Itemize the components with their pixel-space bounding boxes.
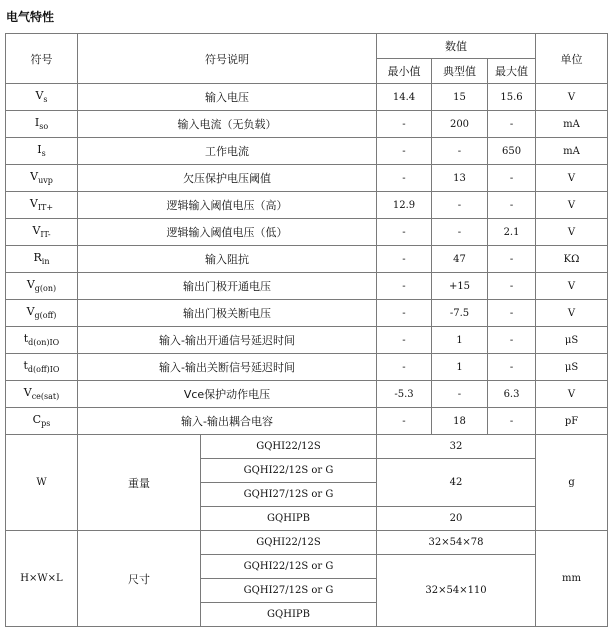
size-symbol: H×W×L bbox=[6, 531, 78, 627]
header-typ: 典型值 bbox=[432, 59, 488, 84]
size-model: GQHI22/12S or G bbox=[201, 555, 377, 579]
parameter-max: - bbox=[488, 246, 536, 273]
parameter-row bbox=[6, 165, 608, 192]
weight-model: GQHI22/12S or G bbox=[201, 459, 377, 483]
parameter-row bbox=[6, 354, 608, 381]
parameter-min: - bbox=[377, 165, 432, 192]
parameter-row bbox=[6, 219, 608, 246]
parameter-unit: KΩ bbox=[536, 246, 608, 273]
electrical-characteristics-table bbox=[5, 33, 608, 627]
parameter-description: 输出门极关断电压 bbox=[78, 300, 377, 327]
parameter-row bbox=[6, 192, 608, 219]
parameter-description: 欠压保护电压阈值 bbox=[78, 165, 377, 192]
parameter-description: 输出门极开通电压 bbox=[78, 273, 377, 300]
size-model: GQHI22/12S bbox=[201, 531, 377, 555]
header-row bbox=[6, 34, 608, 59]
header-max: 最大值 bbox=[488, 59, 536, 84]
size-model: GQHIPB bbox=[201, 603, 377, 627]
parameter-unit: V bbox=[536, 165, 608, 192]
parameter-unit: V bbox=[536, 84, 608, 111]
parameter-row bbox=[6, 246, 608, 273]
size-unit: mm bbox=[536, 531, 608, 627]
parameter-unit: mA bbox=[536, 111, 608, 138]
parameter-max: - bbox=[488, 408, 536, 435]
parameter-max: - bbox=[488, 327, 536, 354]
parameter-max: - bbox=[488, 300, 536, 327]
parameter-description: 逻辑输入阈值电压（高） bbox=[78, 192, 377, 219]
weight-value: 20 bbox=[377, 507, 536, 531]
parameter-row bbox=[6, 408, 608, 435]
parameter-symbol: $V_s$ bbox=[6, 84, 78, 111]
parameter-min: - bbox=[377, 219, 432, 246]
parameter-min: - bbox=[377, 273, 432, 300]
parameter-unit: pF bbox=[536, 408, 608, 435]
header-min: 最小值 bbox=[377, 59, 432, 84]
header-description: 符号说明 bbox=[78, 34, 377, 84]
parameter-unit: μS bbox=[536, 327, 608, 354]
header-unit: 单位 bbox=[536, 34, 608, 84]
parameter-row bbox=[6, 381, 608, 408]
parameter-symbol: $V_{g(off)}$ bbox=[6, 300, 78, 327]
parameter-typ: 200 bbox=[432, 111, 488, 138]
parameter-symbol: $V_{ce(sat)}$ bbox=[6, 381, 78, 408]
parameter-symbol: $V_{IT-}$ bbox=[6, 219, 78, 246]
parameter-typ: - bbox=[432, 219, 488, 246]
parameter-description: 输入阻抗 bbox=[78, 246, 377, 273]
parameter-typ: 15 bbox=[432, 84, 488, 111]
parameter-symbol: $t_{d(on)IO}$ bbox=[6, 327, 78, 354]
parameter-min: - bbox=[377, 300, 432, 327]
weight-model: GQHI27/12S or G bbox=[201, 483, 377, 507]
parameter-row bbox=[6, 300, 608, 327]
parameter-unit: V bbox=[536, 219, 608, 246]
parameter-typ: - bbox=[432, 138, 488, 165]
parameter-symbol: $V_{uvp}$ bbox=[6, 165, 78, 192]
parameter-typ: 1 bbox=[432, 327, 488, 354]
parameter-min: - bbox=[377, 408, 432, 435]
parameter-symbol: $R_{in}$ bbox=[6, 246, 78, 273]
parameter-typ: 18 bbox=[432, 408, 488, 435]
size-value: 32×54×110 bbox=[377, 555, 536, 627]
parameter-typ: 1 bbox=[432, 354, 488, 381]
parameter-symbol: $I_s$ bbox=[6, 138, 78, 165]
parameter-description: 输入-输出开通信号延迟时间 bbox=[78, 327, 377, 354]
parameter-description: 输入-输出关断信号延迟时间 bbox=[78, 354, 377, 381]
parameter-unit: V bbox=[536, 381, 608, 408]
parameter-max: - bbox=[488, 192, 536, 219]
parameter-max: 15.6 bbox=[488, 84, 536, 111]
parameter-row bbox=[6, 327, 608, 354]
size-value: 32×54×78 bbox=[377, 531, 536, 555]
weight-value: 42 bbox=[377, 459, 536, 507]
parameter-typ: +15 bbox=[432, 273, 488, 300]
parameter-unit: μS bbox=[536, 354, 608, 381]
header-symbol: 符号 bbox=[6, 34, 78, 84]
parameter-min: - bbox=[377, 111, 432, 138]
size-label: 尺寸 bbox=[78, 531, 201, 627]
parameter-unit: V bbox=[536, 192, 608, 219]
weight-model: GQHIPB bbox=[201, 507, 377, 531]
parameter-min: - bbox=[377, 138, 432, 165]
parameter-max: 650 bbox=[488, 138, 536, 165]
size-model: GQHI27/12S or G bbox=[201, 579, 377, 603]
parameter-unit: V bbox=[536, 300, 608, 327]
parameter-typ: - bbox=[432, 381, 488, 408]
parameter-symbol: $t_{d(off)IO}$ bbox=[6, 354, 78, 381]
parameter-description: 输入-输出耦合电容 bbox=[78, 408, 377, 435]
parameter-symbol: $I_{so}$ bbox=[6, 111, 78, 138]
parameter-symbol: $V_{g(on)}$ bbox=[6, 273, 78, 300]
parameter-unit: V bbox=[536, 273, 608, 300]
parameter-max: - bbox=[488, 111, 536, 138]
parameter-min: 14.4 bbox=[377, 84, 432, 111]
parameter-description: 输入电压 bbox=[78, 84, 377, 111]
parameter-symbol: $V_{IT+}$ bbox=[6, 192, 78, 219]
parameter-row bbox=[6, 273, 608, 300]
parameter-max: - bbox=[488, 273, 536, 300]
weight-row bbox=[6, 435, 608, 459]
parameter-min: - bbox=[377, 327, 432, 354]
weight-symbol: W bbox=[6, 435, 78, 531]
parameter-max: 2.1 bbox=[488, 219, 536, 246]
parameter-max: - bbox=[488, 354, 536, 381]
weight-value: 32 bbox=[377, 435, 536, 459]
parameter-description: 逻辑输入阈值电压（低） bbox=[78, 219, 377, 246]
parameter-unit: mA bbox=[536, 138, 608, 165]
parameter-max: 6.3 bbox=[488, 381, 536, 408]
parameter-typ: -7.5 bbox=[432, 300, 488, 327]
parameter-row bbox=[6, 111, 608, 138]
section-title: 电气特性 bbox=[6, 10, 55, 24]
parameter-description: 输入电流（无负载） bbox=[78, 111, 377, 138]
parameter-typ: - bbox=[432, 192, 488, 219]
parameter-description: 工作电流 bbox=[78, 138, 377, 165]
size-row bbox=[6, 531, 608, 555]
parameter-row bbox=[6, 84, 608, 111]
parameter-max: - bbox=[488, 165, 536, 192]
parameter-symbol: $C_{ps}$ bbox=[6, 408, 78, 435]
header-values: 数值 bbox=[377, 34, 536, 59]
parameter-min: - bbox=[377, 246, 432, 273]
weight-unit: g bbox=[536, 435, 608, 531]
weight-label: 重量 bbox=[78, 435, 201, 531]
parameter-min: -5.3 bbox=[377, 381, 432, 408]
parameter-typ: 47 bbox=[432, 246, 488, 273]
parameter-typ: 13 bbox=[432, 165, 488, 192]
parameter-description: Vce保护动作电压 bbox=[78, 381, 377, 408]
weight-model: GQHI22/12S bbox=[201, 435, 377, 459]
parameter-row bbox=[6, 138, 608, 165]
parameter-min: 12.9 bbox=[377, 192, 432, 219]
parameter-min: - bbox=[377, 354, 432, 381]
